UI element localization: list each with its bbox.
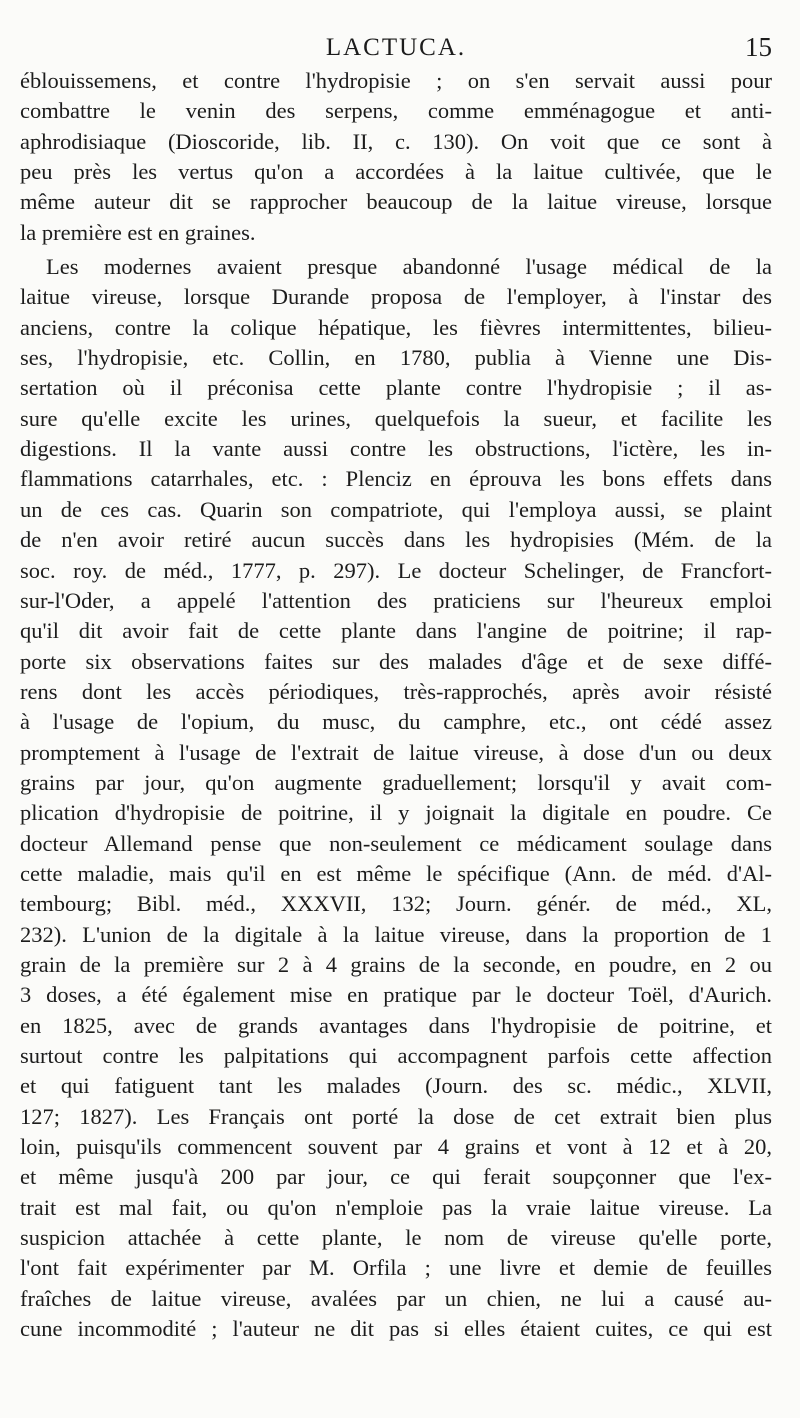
text-line: surtout contre les palpitations qui accompagnent parfois cette affection [20,1043,772,1068]
text-line: Les modernes avaient presque abandonné l'usage médical de la [46,254,772,280]
text-line: fraîches de laitue vireuse, avalées par un chien, ne lui a causé au- [20,1285,772,1311]
text-line: l'ont fait expérimenter par M. Orfila ; une livre et demie de feuilles [20,1255,772,1281]
text-line: à l'usage de l'opium, du musc, du camphre, etc., ont cédé assez [20,709,772,735]
text-line: de n'en avoir retiré aucun succès dans les hydropisies (Mém. de la [20,527,772,553]
text-line: grain de la première sur 2 à 4 grains de la seconde, en poudre, en 2 ou [20,951,772,977]
text-line: peu près les vertus qu'on a accordées à la laitue cultivée, que le [20,159,772,185]
text-line: un de ces cas. Quarin son compatriote, qui l'employa aussi, se plaint [20,496,772,522]
paragraph-2 [20,252,772,1344]
page-number: 15 [745,32,772,62]
text-line: qu'il dit avoir fait de cette plante dans l'angine de poitrine; il rap- [20,618,772,644]
paragraph-1 [20,66,772,248]
text-line: même auteur dit se rapprocher beaucoup de la laitue vireuse, lorsque [20,189,772,215]
text-line: porte six observations faites sur des malades d'âge et de sexe diffé- [20,648,772,674]
page-header [20,26,772,64]
text-line: grains par jour, qu'on augmente graduellement; lorsqu'il y avait com- [20,769,772,795]
running-head: LACTUCA. [325,34,467,61]
text-line: docteur Allemand pense que non-seulement ce médicament soulage dans [20,830,772,856]
text-line: suspicion attachée à cette plante, le nom de vireuse qu'elle porte, [20,1225,772,1251]
text-line: 232). L'union de la digitale à la laitue vireuse, dans la proportion de 1 [20,921,772,947]
text-line: tembourg; Bibl. méd., XXXVII, 132; Journ. génér. de méd., XL, [20,891,772,917]
text-line: en 1825, avec de grands avantages dans l'hydropisie de poitrine, et [20,1012,772,1038]
text-line: cette maladie, mais qu'il en est même le spécifique (Ann. de méd. d'Al- [20,860,772,886]
text-line: sure qu'elle excite les urines, quelquefois la sueur, et facilite les [20,405,772,431]
text-line: cune incommodité ; l'auteur ne dit pas si elles étaient cuites, ce qui est [20,1316,772,1342]
text-line: loin, puisqu'ils commencent souvent par 4 grains et vont à 12 et à 20, [20,1134,772,1160]
text-line: ses, l'hydropisie, etc. Collin, en 1780, publia à Vienne une Dis- [20,345,772,371]
text-line: aphrodisiaque (Dioscoride, lib. II, c. 130). On voit que ce sont à [20,128,772,154]
text-line: combattre le venin des serpens, comme emménagogue et anti- [20,98,772,124]
text-line: trait est mal fait, ou qu'on n'emploie pas la vraie laitue vireuse. La [20,1194,772,1220]
text-line: éblouissemens, et contre l'hydropisie ; on s'en servait aussi pour [20,68,772,93]
body-text [20,66,772,1344]
text-line: anciens, contre la colique hépatique, les fièvres intermittentes, bilieu- [20,314,772,340]
text-line: sur-l'Oder, a appelé l'attention des praticiens sur l'heureux emploi [20,587,772,613]
text-line: promptement à l'usage de l'extrait de laitue vireuse, à dose d'un ou deux [20,739,772,765]
text-line: et même jusqu'à 200 par jour, ce qui ferait soupçonner que l'ex- [20,1164,772,1190]
text-line: laitue vireuse, lorsque Durande proposa de l'employer, à l'instar des [20,284,772,310]
text-line: la première est en graines. [20,219,256,245]
text-line: plication d'hydropisie de poitrine, il y joignait la digitale en poudre. Ce [20,800,772,826]
text-line: soc. roy. de méd., 1777, p. 297). Le docteur Schelinger, de Francfort- [20,557,772,583]
text-line: rens dont les accès périodiques, très-rapprochés, après avoir résisté [20,678,772,704]
text-line: sertation où il préconisa cette plante contre l'hydropisie ; il as- [20,375,772,401]
text-line: et qui fatiguent tant les malades (Journ. des sc. médic., XLVII, [20,1073,772,1099]
text-line: 127; 1827). Les Français ont porté la dose de cet extrait bien plus [20,1103,772,1129]
text-line: digestions. Il la vante aussi contre les obstructions, l'ictère, les in- [20,436,772,462]
text-line: flammations catarrhales, etc. : Plenciz en éprouva les bons effets dans [20,466,772,492]
text-line: 3 doses, a été également mise en pratique par le docteur Toël, d'Aurich. [20,982,772,1008]
